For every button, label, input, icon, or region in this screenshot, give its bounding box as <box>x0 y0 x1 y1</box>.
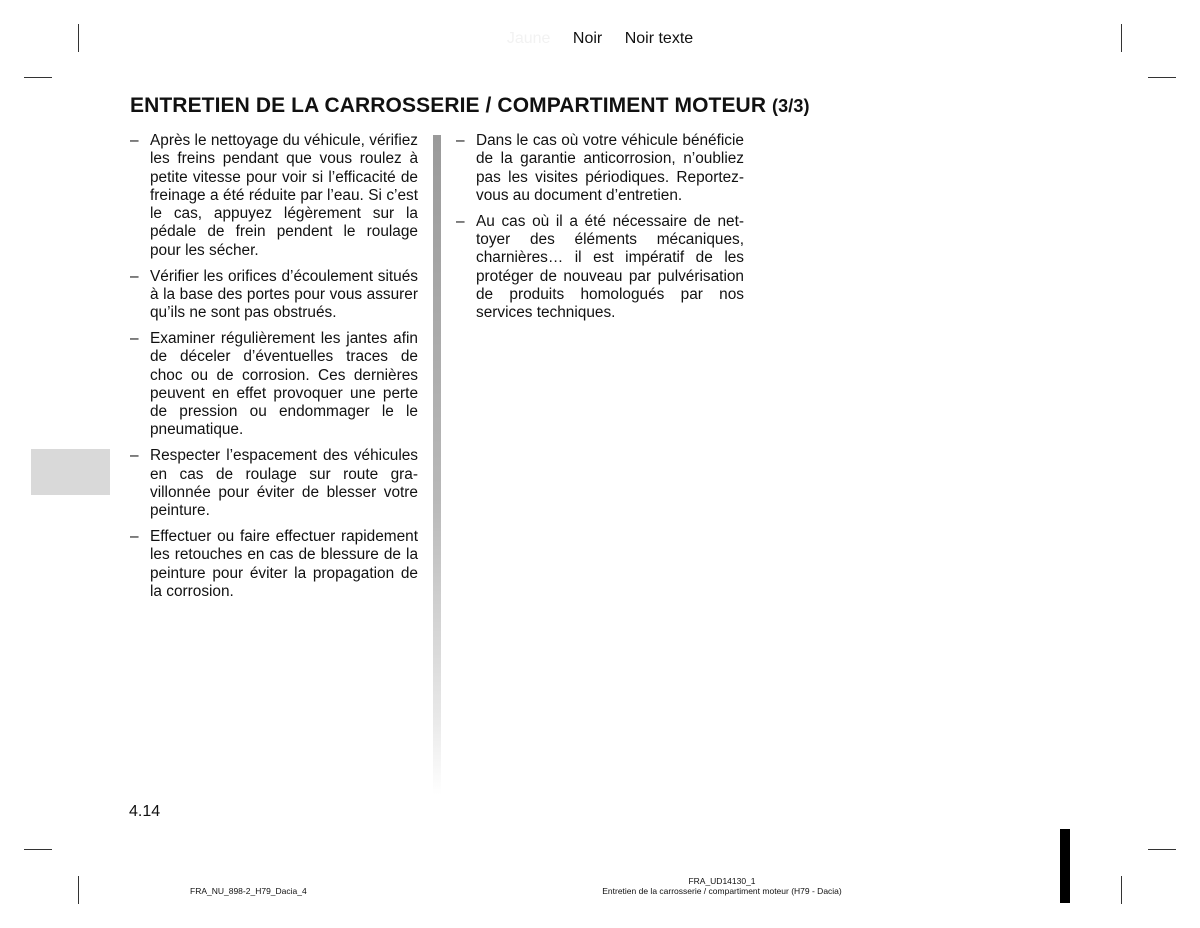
list-item-text: Vérifier les orifices d’écoulement situés à la base des portes pour vous assurer qu’ils ne sont pas obstrués. <box>150 267 418 322</box>
color-separation-labels <box>0 30 1200 48</box>
crop-mark-top-left-h <box>24 77 52 78</box>
bullet-dash: – <box>130 527 139 545</box>
list-item <box>130 447 418 520</box>
crop-mark-bottom-right <box>1121 876 1122 904</box>
list-item-text: Effectuer ou faire effectuer rapidement les retouches en cas de blessure de la peinture pour éviter la propagation de la corrosion. <box>150 527 418 600</box>
bullet-dash: – <box>456 132 465 149</box>
list-item-text: Dans le cas où votre véhicule bénéficie de la garantie anticorrosion, n’oubliez pas les visites périodiques. Reportez-vous au document d’entretien. <box>476 132 744 204</box>
crop-mark-bottom-left <box>78 876 79 904</box>
color-label-noir: Noir <box>572 30 603 47</box>
bullet-dash: – <box>130 267 139 285</box>
list-item-text: Après le nettoyage du véhicule, vérifiez les freins pendant que vous roulez à petite vitesse pour voir si l’efficacité de freinage a été réduite par l’eau. Si c’est le cas, appuyez légèrement sur la pédale de frein pendent le roulage pour les sécher. <box>150 132 418 259</box>
list-item <box>130 528 418 601</box>
list-item-text: Examiner régulièrement les jantes afin de déceler d’éventuelles traces de choc ou de corrosion. Ces dernières peuvent en effet provoquer une perte de pression ou endommager le le pneumatique. <box>150 329 418 439</box>
list-item-text: Respecter l’espacement des véhicules en cas de roulage sur route gravillonnée pour éviter de blesser votre peinture. <box>150 447 418 520</box>
bullet-dash: – <box>130 447 139 465</box>
list-item <box>456 213 744 323</box>
list-item-text: Au cas où il a été nécessaire de nettoyer des éléments mécaniques, charnières… il est impératif de les protéger de nouveau par pulvérisation de produits homologués par nos services techniques. <box>476 212 744 322</box>
list-item <box>130 330 418 440</box>
registration-bar <box>1060 829 1070 903</box>
column-divider <box>433 135 441 795</box>
list-item <box>130 268 418 323</box>
left-column <box>130 132 418 609</box>
footer-file-code: FRA_NU_898-2_H79_Dacia_4 <box>190 886 307 896</box>
crop-mark-bottom-left-h <box>24 849 52 850</box>
color-label-jaune: Jaune <box>506 30 551 47</box>
footer-reference <box>572 876 872 896</box>
page-number: 4.14 <box>129 803 161 820</box>
footer-ref-code: FRA_UD14130_1 <box>688 876 756 886</box>
crop-mark-top-right-h <box>1148 77 1176 78</box>
list-item <box>130 132 418 260</box>
bullet-dash: – <box>130 329 139 347</box>
footer-ref-text: Entretien de la carrosserie / compartiment moteur (H79 - Dacia) <box>602 886 842 896</box>
chapter-thumb-tab <box>31 449 110 495</box>
right-column <box>456 132 744 330</box>
bullet-dash: – <box>130 132 139 149</box>
bullet-dash: – <box>456 212 465 230</box>
crop-mark-bottom-right-h <box>1148 849 1176 850</box>
page-title-suffix: (3/3) <box>772 96 810 116</box>
color-label-noir-texte: Noir texte <box>624 30 694 47</box>
page-title <box>130 94 810 118</box>
page-title-main: ENTRETIEN DE LA CARROSSERIE / COMPARTIMENT MOTEUR <box>130 94 767 117</box>
list-item <box>456 132 744 205</box>
